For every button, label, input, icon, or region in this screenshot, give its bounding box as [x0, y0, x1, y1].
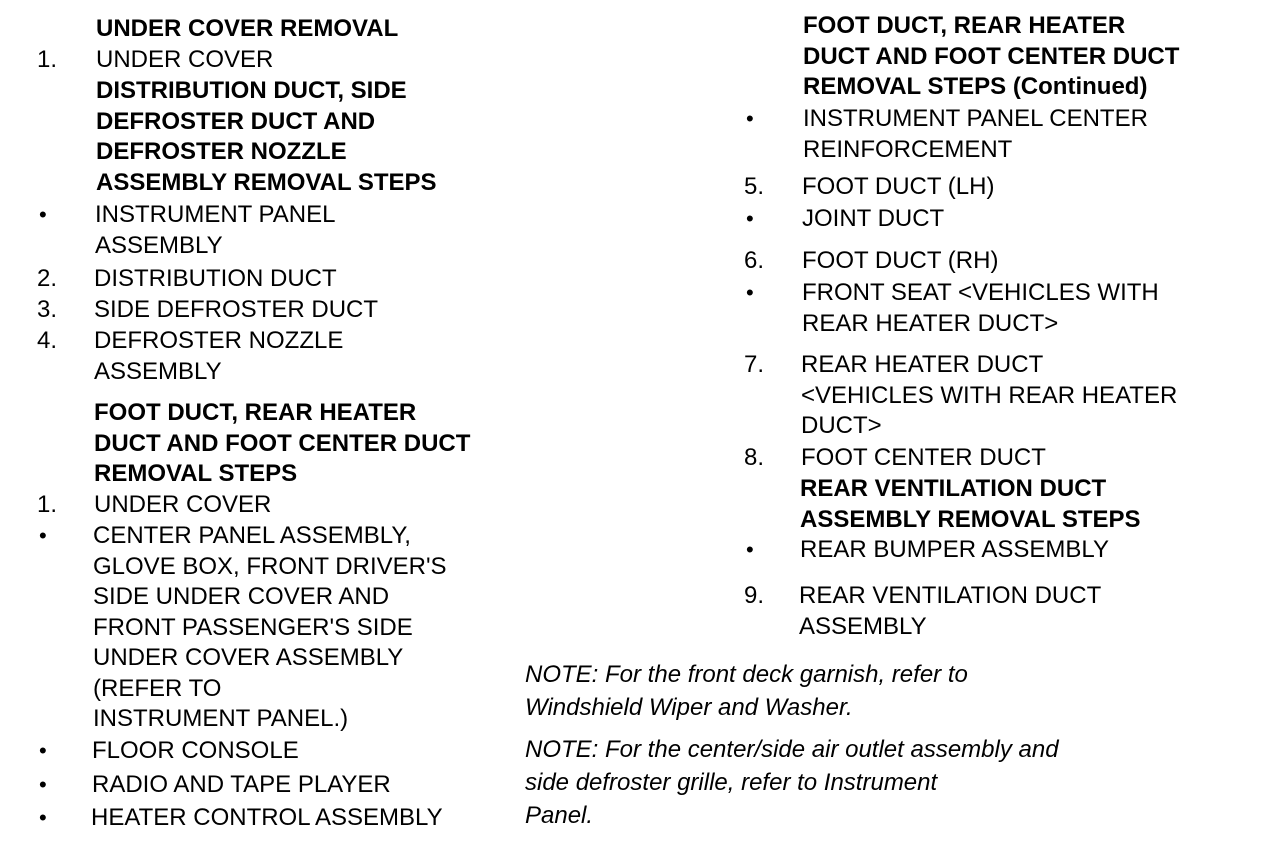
- item-text-line: FOOT DUCT (LH): [802, 173, 995, 200]
- item-text-line: FOOT DUCT, REAR HEATER: [94, 399, 417, 426]
- item-text-line: REAR VENTILATION DUCT: [800, 475, 1107, 502]
- item-text-line: UNDER COVER REMOVAL: [96, 15, 399, 42]
- item-text-line: DUCT AND FOOT CENTER DUCT: [94, 429, 471, 457]
- step-number: 6.: [744, 247, 765, 274]
- bullet-marker: •: [39, 738, 47, 763]
- item-text-line: <VEHICLES WITH REAR HEATER: [801, 381, 1178, 409]
- bullet-marker: •: [746, 280, 754, 305]
- item-text-line: REMOVAL STEPS (Continued): [803, 73, 1148, 100]
- item-text-line: DISTRIBUTION DUCT: [94, 265, 337, 292]
- step-number: 9.: [744, 582, 765, 609]
- item-text-line: INSTRUMENT PANEL.): [93, 705, 349, 732]
- note-line: Windshield Wiper and Washer.: [525, 694, 853, 721]
- item-text-line: (REFER TO: [93, 674, 222, 702]
- item-text-line: HEATER CONTROL ASSEMBLY: [91, 804, 443, 831]
- item-text-line: ASSEMBLY: [95, 231, 223, 259]
- item-text-line: ASSEMBLY: [799, 612, 927, 640]
- item-text-line: RADIO AND TAPE PLAYER: [92, 771, 391, 798]
- note-line: NOTE: For the front deck garnish, refer to: [525, 661, 968, 688]
- item-text-line: REMOVAL STEPS: [94, 460, 298, 487]
- item-text-line: DUCT AND FOOT CENTER DUCT: [803, 42, 1180, 70]
- item-text-line: SIDE DEFROSTER DUCT: [94, 296, 379, 323]
- item-text-line: FRONT SEAT <VEHICLES WITH: [802, 279, 1159, 306]
- item-text-line: GLOVE BOX, FRONT DRIVER'S: [93, 552, 447, 580]
- item-text-line: DEFROSTER DUCT AND: [96, 107, 376, 135]
- item-text-line: REAR VENTILATION DUCT: [799, 582, 1102, 609]
- bullet-marker: •: [39, 805, 47, 830]
- item-text-line: DEFROSTER NOZZLE: [96, 138, 347, 165]
- item-text-line: ASSEMBLY REMOVAL STEPS: [800, 505, 1141, 533]
- item-text-line: INSTRUMENT PANEL: [95, 201, 336, 228]
- step-number: 7.: [744, 351, 765, 378]
- item-text-line: REINFORCEMENT: [803, 135, 1013, 163]
- item-text-line: JOINT DUCT: [802, 205, 945, 232]
- step-number: 1.: [37, 46, 58, 73]
- item-text-line: SIDE UNDER COVER AND: [93, 583, 390, 610]
- item-text-line: FOOT DUCT (RH): [802, 247, 999, 274]
- step-number: 8.: [744, 444, 765, 471]
- note-line: side defroster grille, refer to Instrument: [525, 769, 938, 796]
- item-text-line: UNDER COVER: [94, 491, 272, 518]
- bullet-marker: •: [39, 772, 47, 797]
- note-line: NOTE: For the center/side air outlet assembly and: [525, 736, 1059, 763]
- item-text-line: FOOT DUCT, REAR HEATER: [803, 12, 1126, 39]
- step-number: 5.: [744, 173, 765, 200]
- step-number: 2.: [37, 265, 58, 292]
- bullet-marker: •: [746, 206, 754, 231]
- item-text-line: FOOT CENTER DUCT: [801, 444, 1046, 471]
- item-text-line: UNDER COVER ASSEMBLY: [93, 644, 404, 671]
- item-text-line: ASSEMBLY: [94, 357, 222, 385]
- item-text-line: DISTRIBUTION DUCT, SIDE: [96, 77, 407, 104]
- item-text-line: REAR BUMPER ASSEMBLY: [800, 536, 1109, 563]
- item-text-line: ASSEMBLY REMOVAL STEPS: [96, 168, 437, 196]
- bullet-marker: •: [39, 523, 47, 548]
- item-text-line: INSTRUMENT PANEL CENTER: [803, 105, 1148, 132]
- item-text-line: DEFROSTER NOZZLE: [94, 327, 344, 354]
- item-text-line: REAR HEATER DUCT>: [802, 309, 1059, 337]
- item-text-line: REAR HEATER DUCT: [801, 351, 1044, 378]
- item-text-line: DUCT>: [801, 412, 882, 439]
- note-line: Panel.: [525, 802, 594, 829]
- item-text-line: FRONT PASSENGER'S SIDE: [93, 613, 413, 641]
- item-text-line: UNDER COVER: [96, 46, 274, 73]
- item-text-line: CENTER PANEL ASSEMBLY,: [93, 522, 411, 549]
- step-number: 4.: [37, 327, 58, 354]
- step-number: 1.: [37, 491, 58, 518]
- step-number: 3.: [37, 296, 58, 323]
- bullet-marker: •: [39, 202, 47, 227]
- bullet-marker: •: [746, 106, 754, 131]
- item-text-line: FLOOR CONSOLE: [92, 737, 299, 764]
- bullet-marker: •: [746, 537, 754, 562]
